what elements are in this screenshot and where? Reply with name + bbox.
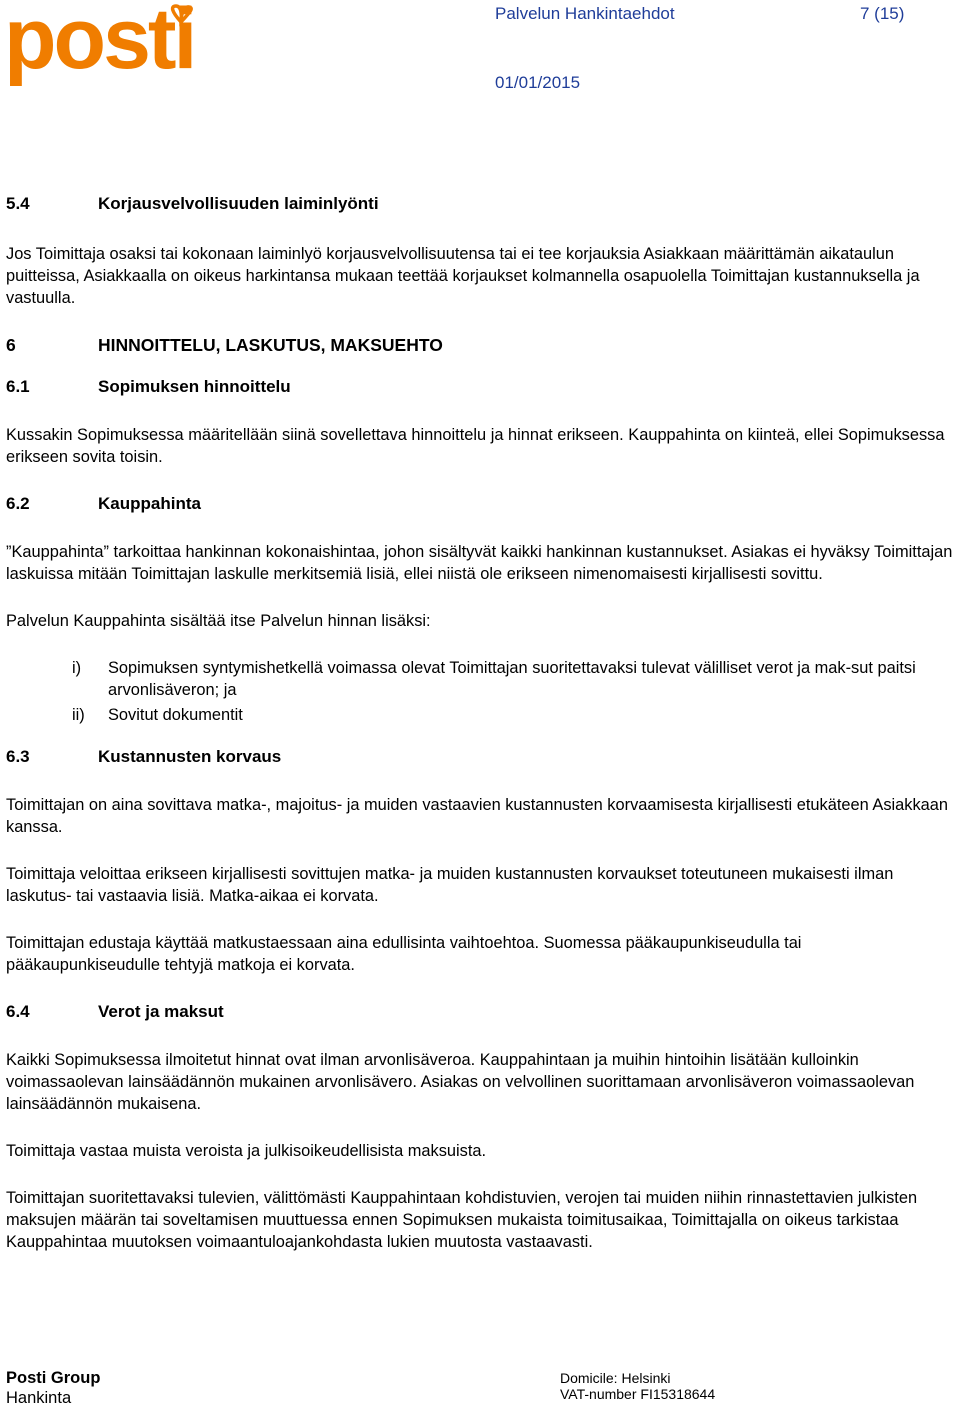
section-heading-6-1 (6, 376, 958, 398)
paragraph: Palvelun Kauppahinta sisältää itse Palvelun hinnan lisäksi: (6, 612, 431, 630)
paragraph: Jos Toimittaja osaksi tai kokonaan laiminlyö korjausvelvollisuutensa tai ei tee korjauksia Asiakkaan määrittämän aikataulun puitteissa, Asiakkaalla on oikeus harkintansa mukaan teettää korjaukset kolmannella osapuolella Toimittajan kustannuksella ja vastuulla. (6, 245, 920, 307)
section-title: Kauppahinta (98, 494, 201, 513)
footer-domicile: Domicile: Helsinki (560, 1370, 671, 1386)
section-number: 6.2 (6, 494, 30, 513)
list-text: Sovitut dokumentit (108, 706, 243, 724)
logo-wordmark: posti (4, 2, 195, 87)
paragraph: Kussakin Sopimuksessa määritellään siinä sovellettava hinnoittelu ja hinnat erikseen. Kauppahinta on kiinteä, ellei Sopimuksessa erikseen sovita toisin. (6, 426, 945, 466)
paragraph: Toimittajan on aina sovittava matka-, majoitus- ja muiden vastaavien kustannusten korvaamisesta kirjallisesti etukäteen Asiakkaan kanssa. (6, 796, 949, 836)
list-text: Sopimuksen syntymishetkellä voimassa olevat Toimittajan suoritettavaksi tulevat välilliset verot ja mak-sut paitsi arvonlisäveron; ja (108, 659, 916, 699)
section-number: 6.4 (6, 1002, 30, 1021)
section-number: 6.1 (6, 377, 30, 396)
section-number: 6 (6, 335, 16, 355)
paragraph: Toimittajan edustaja käyttää matkustaessaan aina edullisinta vaihtoehtoa. Suomessa pääkaupunkiseudulla tai pääkaupunkiseudulle tehtyjä matkoja ei korvata. (6, 934, 802, 974)
section-heading-6-2 (6, 493, 958, 515)
section-title: Verot ja maksut (98, 1002, 224, 1021)
header-date: 01/01/2015 (495, 73, 581, 92)
document-body (6, 193, 958, 1253)
header-doc-title: Palvelun Hankintaehdot (495, 4, 675, 23)
section-title: HINNOITTELU, LASKUTUS, MAKSUEHTO (98, 335, 443, 355)
paragraph: ”Kauppahinta” tarkoittaa hankinnan kokonaishintaa, johon sisältyvät kaikki hankinnan kustannukset. Asiakas ei hyväksy Toimittajan laskuissa mitään Toimittajan laskulle merkitsemiä lisiä, ellei niistä ole erikseen nimenomaisesti kirjallisesti sovittu. (6, 543, 953, 583)
list-marker: ii) (72, 706, 85, 724)
section-title: Korjausvelvollisuuden laiminlyönti (98, 194, 379, 213)
list-item (6, 657, 958, 701)
section-heading-6-4 (6, 1001, 958, 1023)
footer-company: Posti Group (6, 1369, 101, 1387)
section-heading-6-3 (6, 746, 958, 768)
section-number: 5.4 (6, 194, 30, 213)
paragraph: Toimittaja veloittaa erikseen kirjallisesti sovittujen matka- ja muiden kustannusten korvaukset toteutuneen mukaisesti ilman laskutus- tai vastaavia lisiä. Matka-aikaa ei korvata. (6, 865, 894, 905)
list-item (6, 704, 958, 726)
paragraph: Kaikki Sopimuksessa ilmoitetut hinnat ovat ilman arvonlisäveroa. Kauppahintaan ja muihin hintoihin lisätään kulloinkin voimassaolevan lainsäädännön mukainen arvonlisävero. Asiakas on velvollinen suorittamaan arvonlisäveron voimassaolevan lainsäädännön mukaisena. (6, 1051, 915, 1113)
section-heading-5-4 (6, 193, 958, 215)
paragraph: Toimittaja vastaa muista veroista ja julkisoikeudellisista maksuista. (6, 1142, 487, 1160)
posti-logo (4, 2, 200, 98)
section-title: Kustannusten korvaus (98, 747, 282, 766)
footer-vat: VAT-number FI15318644 (560, 1386, 716, 1402)
section-heading-6 (6, 334, 958, 356)
header-page-number: 7 (15) (860, 4, 905, 23)
paragraph: Toimittajan suoritettavaksi tulevien, välittömästi Kauppahintaan kohdistuvien, verojen tai muiden niihin rinnastettavien julkisten maksujen määrän tai soveltamisen muuttuessa ennen Sopimuksen mukaista toimitusaikaa, Toimittajalla on oikeus tarkistaa Kauppahintaa muutoksen voimaantuloajankohdasta lukien muutosta vastaavasti. (6, 1189, 918, 1251)
inclusion-list (6, 657, 958, 726)
section-title: Sopimuksen hinnoittelu (98, 377, 291, 396)
list-marker: i) (72, 659, 82, 677)
footer-unit: Hankinta (6, 1389, 72, 1407)
section-number: 6.3 (6, 747, 30, 766)
